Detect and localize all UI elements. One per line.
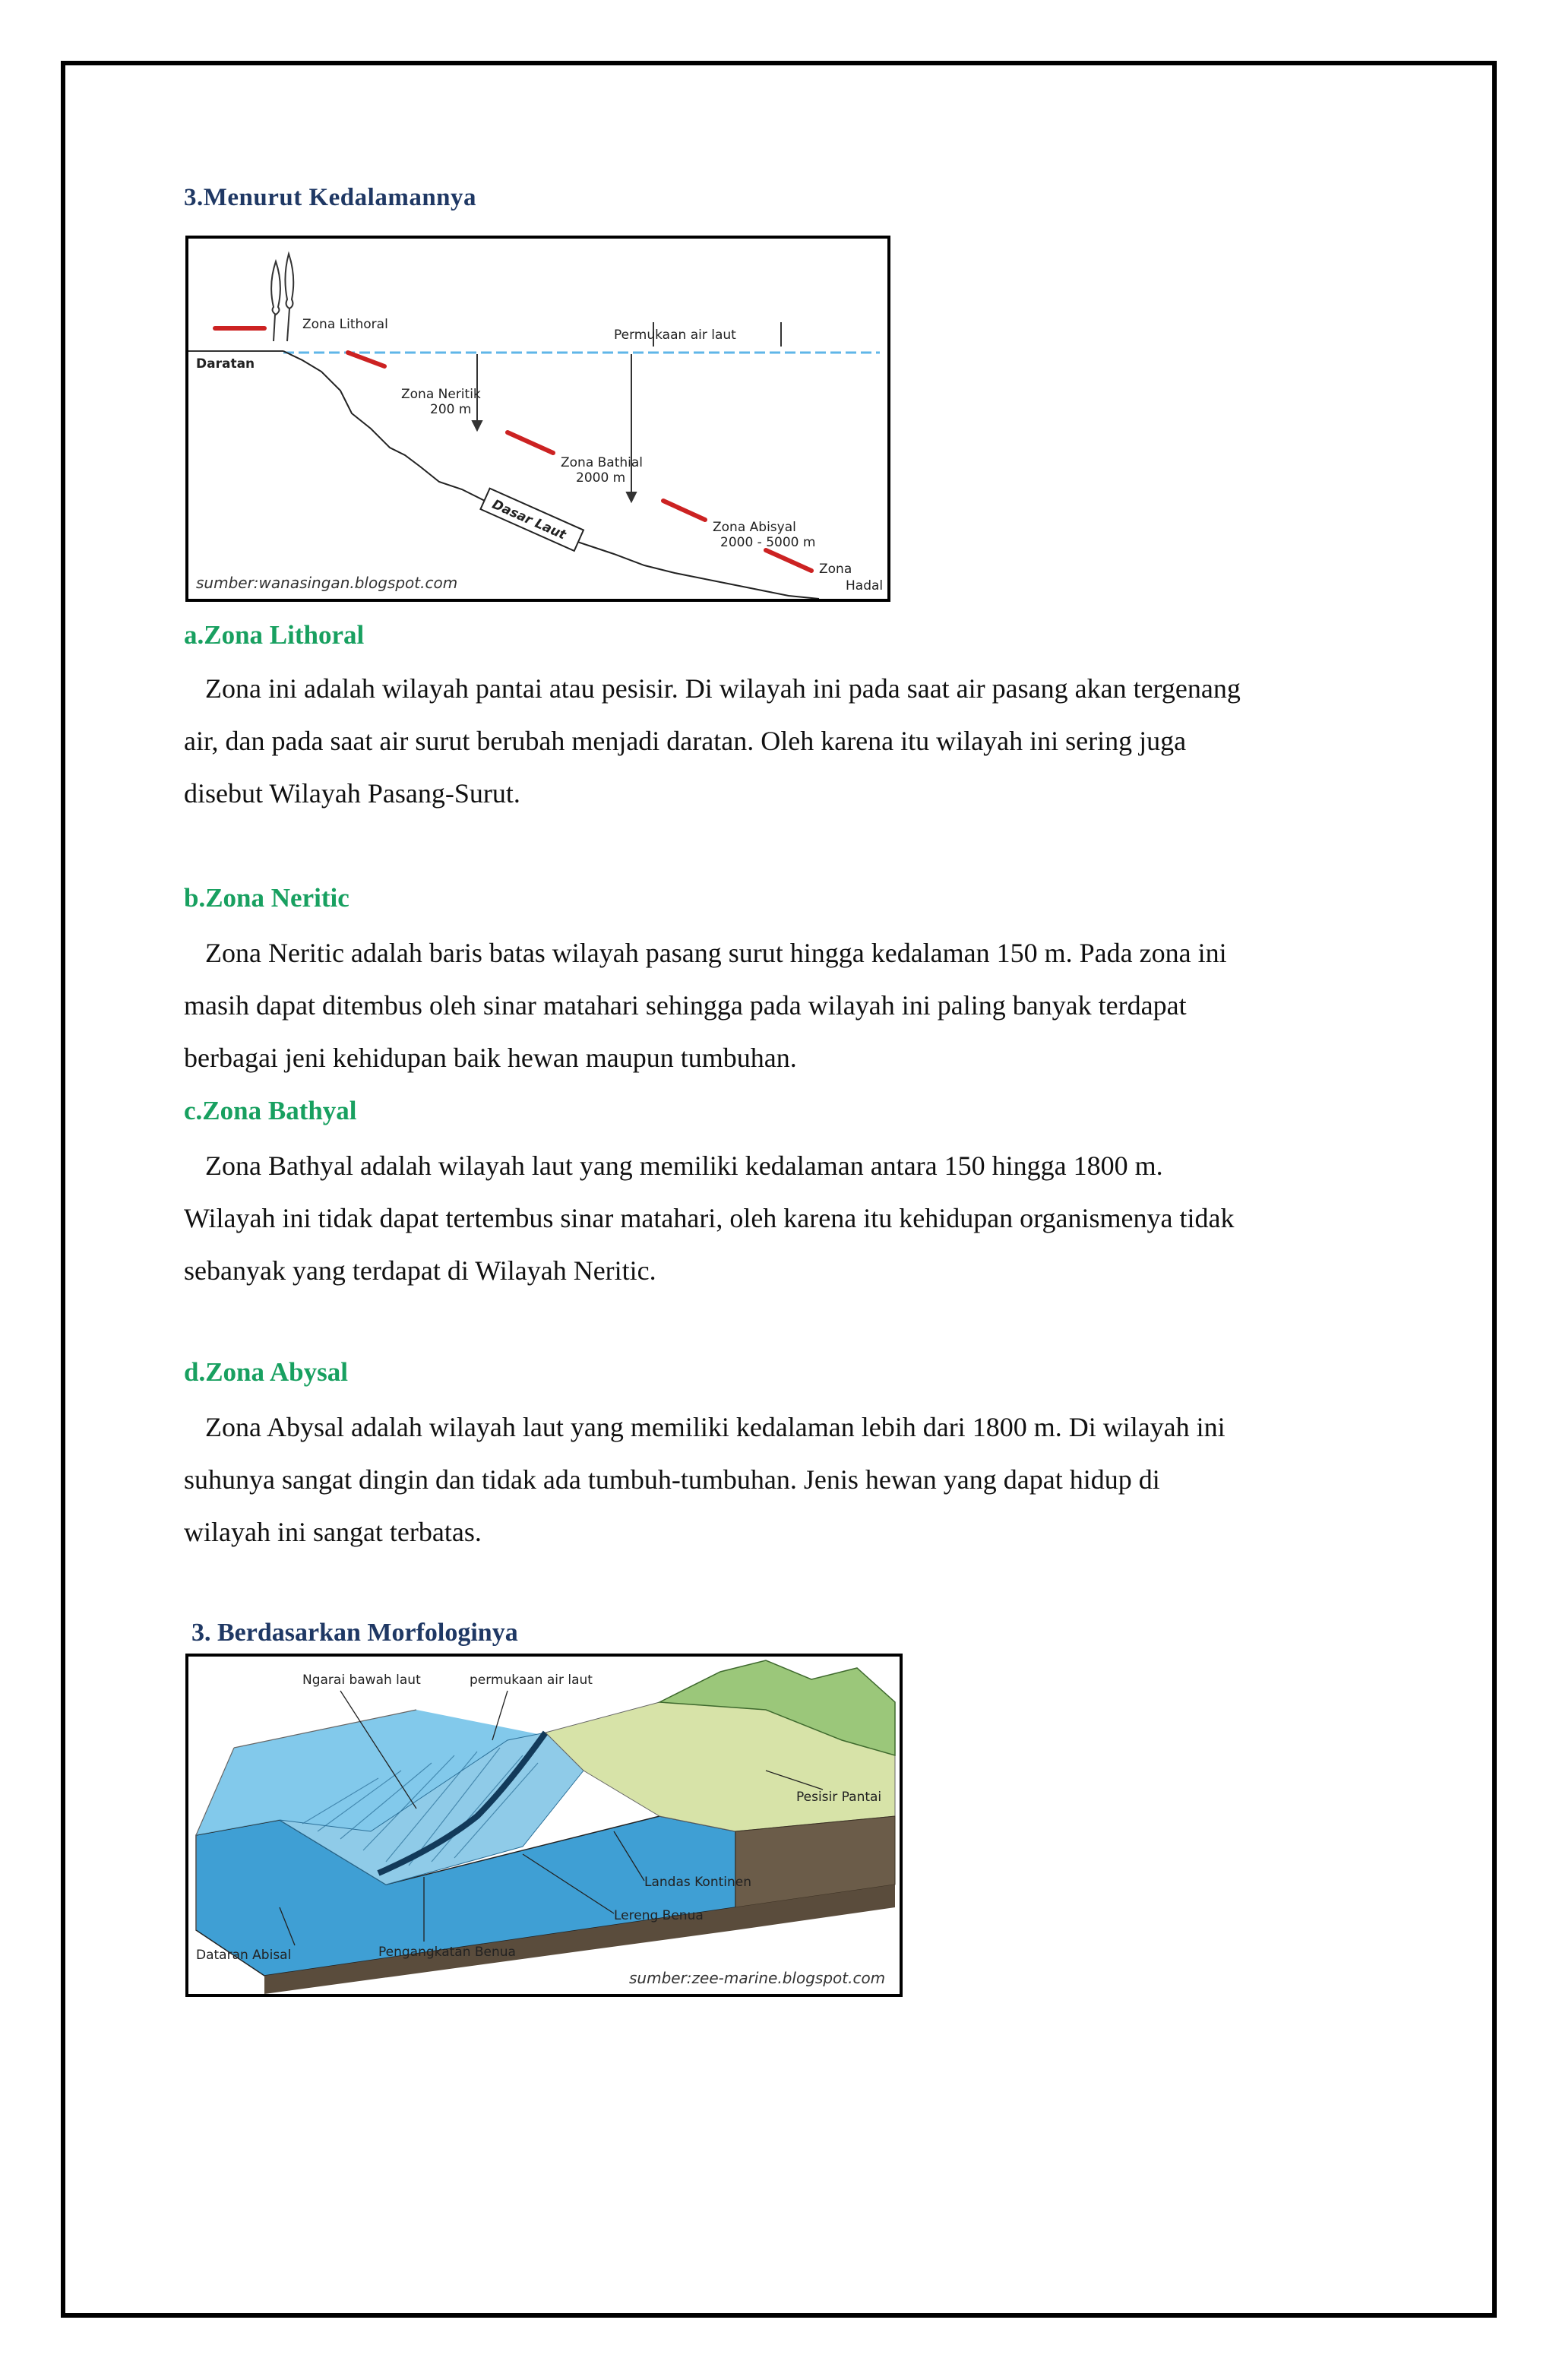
- label-abisyal-depth: 2000 - 5000 m: [720, 535, 816, 550]
- text-line: Zona ini adalah wilayah pantai atau pesisir. Di wilayah ini pada saat air pasang akan tergenang: [205, 673, 1241, 704]
- marker-neritik: [348, 353, 384, 366]
- text-line: berbagai jeni kehidupan baik hewan maupun tumbuhan.: [184, 1043, 797, 1073]
- zone-neritic-title: b.Zona Neritic: [184, 883, 349, 913]
- label-pengangkatan-benua: Pengangkatan Benua: [378, 1945, 516, 1960]
- dasar-laut-tag: [480, 489, 584, 551]
- text-line: Zona Abysal adalah wilayah laut yang memiliki kedalaman lebih dari 1800 m. Di wilayah ini: [205, 1412, 1226, 1442]
- zone-lithoral-title: a.Zona Lithoral: [184, 620, 365, 650]
- label-daratan: Daratan: [196, 356, 255, 372]
- label-zona-bathial: Zona Bathial: [561, 455, 644, 470]
- label-bathial-depth: 2000 m: [576, 470, 626, 486]
- label-zona-hadal-2: Hadal: [846, 578, 884, 593]
- text-line: suhunya sangat dingin dan tidak ada tumbuh-tumbuhan. Jenis hewan yang dapat hidup di: [184, 1464, 1160, 1495]
- text-line: air, dan pada saat air surut berubah menjadi daratan. Oleh karena itu wilayah ini sering juga: [184, 726, 1187, 756]
- label-zona-neritik: Zona Neritik: [401, 387, 481, 402]
- label-zona-abisyal: Zona Abisyal: [713, 520, 796, 535]
- label-zona-hadal-1: Zona: [819, 562, 852, 577]
- zone-lithoral-paragraph: [184, 663, 1369, 820]
- label-lereng-benua: Lereng Benua: [614, 1908, 704, 1923]
- tree-illustration: [271, 254, 293, 341]
- label-landas-kontinen: Landas Kontinen: [644, 1875, 752, 1890]
- marker-bathial: [508, 432, 553, 453]
- morphology-figure: [185, 1654, 903, 1997]
- figure-source-1: sumber:wanasingan.blogspot.com: [196, 574, 458, 592]
- text-line: wilayah ini sangat terbatas.: [184, 1517, 482, 1547]
- label-zona-lithoral: Zona Lithoral: [302, 317, 388, 332]
- text-line: disebut Wilayah Pasang-Surut.: [184, 778, 520, 809]
- text-line: sebanyak yang terdapat di Wilayah Neritic.: [184, 1255, 656, 1286]
- marker-hadal: [766, 550, 811, 571]
- label-dataran-abisal: Dataran Abisal: [196, 1948, 292, 1963]
- text-line: Zona Bathyal adalah wilayah laut yang memiliki kedalaman antara 150 hingga 1800 m.: [205, 1150, 1163, 1181]
- label-permukaan-air-laut: permukaan air laut: [470, 1673, 593, 1688]
- label-pesisir-pantai: Pesisir Pantai: [796, 1790, 882, 1805]
- seabed-profile: [283, 351, 819, 599]
- zone-bathyal-title: c.Zona Bathyal: [184, 1096, 357, 1125]
- figure-source-2: sumber:zee-marine.blogspot.com: [629, 1969, 886, 1987]
- label-permukaan: Permukaan air laut: [614, 328, 736, 343]
- label-neritik-depth: 200 m: [430, 402, 472, 417]
- zone-abysal-title: d.Zona Abysal: [184, 1357, 348, 1387]
- depth-arrows: [473, 322, 781, 502]
- depth-zones-figure: [185, 236, 890, 602]
- zone-bathyal-paragraph: [184, 1140, 1369, 1297]
- label-ngarai: Ngarai bawah laut: [302, 1673, 421, 1688]
- text-line: Wilayah ini tidak dapat tertembus sinar matahari, oleh karena itu kehidupan organismenya tidak: [184, 1203, 1235, 1233]
- zone-neritic-paragraph: [184, 927, 1369, 1084]
- text-line: masih dapat ditembus oleh sinar matahari sehingga pada wilayah ini paling banyak terdapat: [184, 990, 1187, 1021]
- zone-abysal-paragraph: [184, 1401, 1369, 1559]
- label-dasar-laut: Dasar Laut: [489, 496, 568, 543]
- marker-abisyal: [663, 501, 705, 520]
- text-line: Zona Neritic adalah baris batas wilayah pasang surut hingga kedalaman 150 m. Pada zona ini: [205, 938, 1227, 968]
- section-heading-morphology: 3. Berdasarkan Morfologinya: [191, 1619, 518, 1647]
- section-heading-depth: 3.Menurut Kedalamannya: [184, 184, 477, 211]
